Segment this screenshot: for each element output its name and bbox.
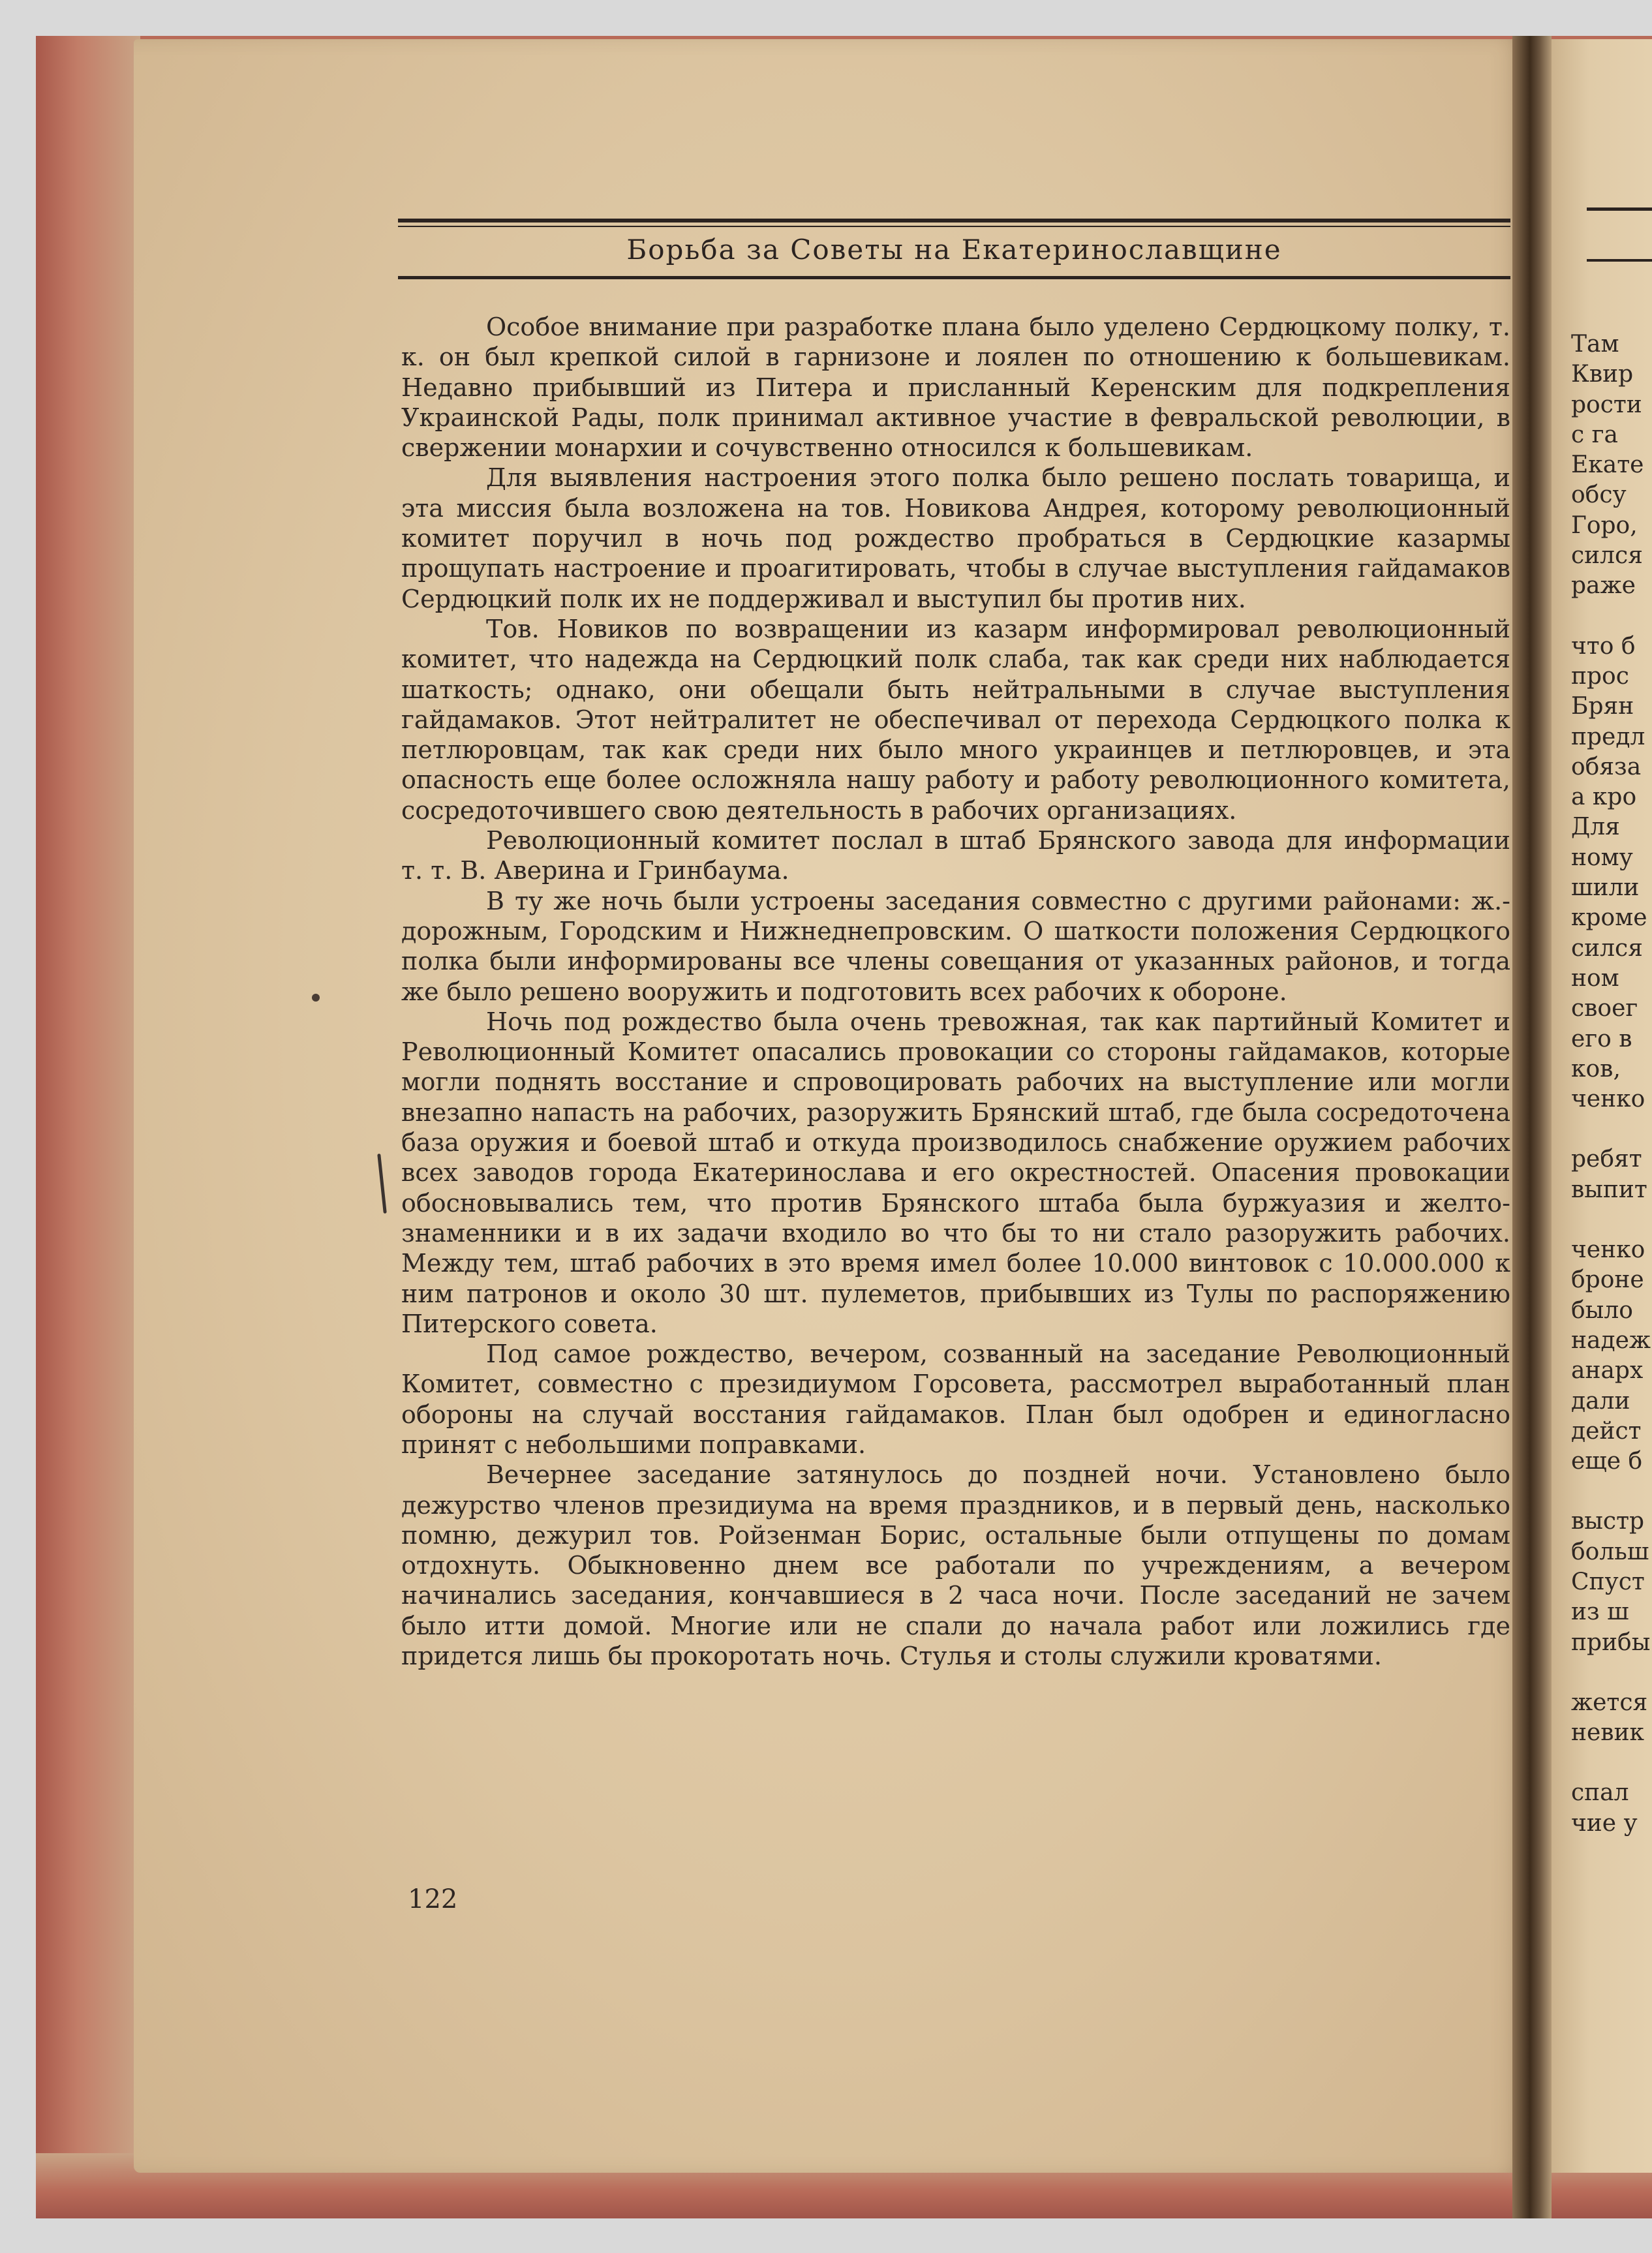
paragraph: Вечернее заседание затянулось до поздней ночи. Установлено было дежурство членов президиума на время праздников, и в первый день, насколько помню, дежурил тов. Ройзенман Борис, остальные были отпущены по домам отдохнуть. Обыкновенно днем все работали по учреждениям, а вечером начинались заседания, кончавшиеся в 2 часа ночи. После заседаний не зачем было итти домой. Многие или не спали до начала работ или ложились где придется лишь бы прокоротать ночь. Стулья и столы служили кроватями. — [401, 1460, 1510, 1671]
facing-page-line: Екате — [1571, 452, 1644, 479]
book-gutter — [1512, 36, 1552, 2218]
facing-page-header-rule-lower — [1587, 259, 1652, 262]
facing-page-line: Квир — [1571, 361, 1634, 388]
running-head: Борьба за Советы на Екатеринославщине — [626, 234, 1282, 266]
facing-page-line: ков, — [1571, 1055, 1621, 1082]
facing-page-line: прос — [1571, 662, 1629, 690]
facing-page-line: спал — [1571, 1779, 1629, 1807]
facing-page-line: ченко — [1571, 1086, 1645, 1113]
facing-page-line: ном — [1571, 964, 1619, 992]
facing-page-line: прибы — [1571, 1629, 1651, 1656]
header-rule-top-thin — [398, 226, 1510, 227]
paragraph: Тов. Новиков по возвращении из казарм информировал революционный комитет, что надежда на Сердюцкий полк слаба, так как среди них наблюдается шаткость; однако, они обещали быть нейтральными в случае выступления гайдамаков. Этот нейтралитет не обеспечивал от перехода Сердюцкого полка к петлюровцам, так как среди них было много украинцев и петлюровцев, и эта опасность еще более осложняла нашу работу и работу революционного комитета, сосредоточившего свою деятельность в рабочих организациях. — [401, 614, 1510, 825]
facing-page-line: надеж — [1571, 1326, 1651, 1354]
paragraph: Революционный комитет послал в штаб Брянского завода для информации т. т. В. Аверина и Гринбаума. — [401, 826, 1510, 885]
facing-page-line: что б — [1571, 632, 1636, 660]
facing-page-line: ченко — [1571, 1236, 1645, 1264]
facing-page-line: раже — [1571, 572, 1636, 600]
facing-page-header-rule — [1587, 207, 1652, 211]
paragraph: В ту же ночь были устроены заседания совместно с другими районами: ж.-дорожным, Городским и Нижнеднепровским. О шаткости положения Сердюцкого полка были информированы все члены совещания от указанных районов, и тогда же было решено вооружить и подготовить всех рабочих к обороне. — [401, 886, 1510, 1006]
facing-page-line: из ш — [1571, 1599, 1629, 1626]
facing-page-line: ному — [1571, 844, 1633, 871]
ink-spot — [312, 994, 320, 1002]
facing-page-line: выпит — [1571, 1176, 1647, 1203]
facing-page-line: кроме — [1571, 904, 1647, 932]
facing-page-line: жется — [1571, 1689, 1648, 1716]
header-rule-bottom — [398, 276, 1510, 279]
facing-page-line: ребят — [1571, 1146, 1642, 1173]
facing-page-line: чие у — [1571, 1809, 1638, 1837]
facing-page-gap — [1571, 1658, 1652, 1688]
facing-page-gap — [1571, 1114, 1652, 1144]
page-number: 122 — [408, 1884, 458, 1914]
paragraph: Особое внимание при разработке плана было уделено Сердюцкому полку, т. к. он был крепкой силой в гарнизоне и лоялен по отношению к большевикам. Недавно прибывший из Питера и присланный Керенским для подкрепления Украинской Рады, полк принимал активное участие в февральской революции, в свержении монархии и сочувственно относился к большевикам. — [401, 313, 1510, 463]
facing-page-line: невик — [1571, 1719, 1645, 1747]
facing-page-line: Там — [1571, 331, 1619, 358]
facing-page-line: Брян — [1571, 693, 1634, 720]
facing-page-line: Горо, — [1571, 512, 1638, 539]
facing-page-line: анарх — [1571, 1357, 1644, 1385]
facing-page-line: дали — [1571, 1387, 1630, 1415]
facing-page-gap — [1571, 1748, 1652, 1778]
paragraph: Ночь под рождество была очень тревожная, так как партийный Комитет и Революционный Комитет опасались провокации со стороны гайдамаков, которые могли поднять восстание и спровоцировать рабочих на выступление или могли внезапно напасть на рабочих, разоружить Брянский штаб, где была сосредоточена база оружия и боевой штаб и откуда производилось снабжение оружием рабочих всех заводов города Екатеринослава и его окрестностей. Опасения провокации обосновывались тем, что против Брянского штаба была буржуазия и желто-знаменники и в их задачи входило во что бы то ни стало разоружить рабочих. Между тем, штаб рабочих в это время имел более 10.000 винтовок с 10.000.000 к ним патронов и около 30 шт. пулеметов, прибывших из Тулы по распоряжению Питерского совета. — [401, 1007, 1510, 1338]
facing-page-gap — [1571, 1477, 1652, 1507]
facing-page-line: своег — [1571, 995, 1638, 1022]
facing-page-line: броне — [1571, 1266, 1644, 1294]
facing-page-line: обяза — [1571, 753, 1642, 780]
facing-page-line: предл — [1571, 723, 1645, 750]
facing-page-line: выстр — [1571, 1508, 1645, 1535]
facing-page-line: еще б — [1571, 1448, 1643, 1475]
facing-page-line: было — [1571, 1296, 1633, 1324]
facing-page-line: больш — [1571, 1538, 1649, 1565]
article-body — [401, 312, 1510, 1671]
facing-page-line: шили — [1571, 874, 1640, 902]
book-page-edges-left — [36, 36, 140, 2218]
facing-page-line: обсу — [1571, 482, 1627, 509]
paragraph: Для выявления настроения этого полка было решено послать товарища, и эта миссия была возложена на тов. Новикова Андрея, которому революционный комитет поручил в ночь под рождество пробраться в Сердюцкие казармы прощупать настроение и проагитировать, чтобы в случае выступления гайдамаков Сердюцкий полк их не поддерживал и выступил бы против них. — [401, 463, 1510, 613]
facing-page-line: а кро — [1571, 784, 1637, 811]
paragraph: Под самое рождество, вечером, созванный на заседание Революционный Комитет, совместно с президиумом Горсовета, рассмотрел выработанный план обороны на случай восстания гайдамаков. План был одобрен и единогласно принят с небольшими поправками. — [401, 1340, 1510, 1459]
facing-page-line: Для — [1571, 814, 1620, 841]
header-rule-top — [398, 219, 1510, 222]
facing-page-line: рости — [1571, 391, 1642, 418]
facing-page-text-fragments — [1571, 330, 1652, 1839]
facing-page-line: сился — [1571, 542, 1643, 570]
facing-page-gap — [1571, 1205, 1652, 1235]
facing-page-line: сился — [1571, 934, 1643, 962]
facing-page-line: Спуст — [1571, 1568, 1645, 1595]
facing-page-line: дейст — [1571, 1417, 1642, 1445]
facing-page-line: с га — [1571, 421, 1618, 448]
facing-page-line: его в — [1571, 1025, 1632, 1052]
facing-page-gap — [1571, 602, 1652, 632]
